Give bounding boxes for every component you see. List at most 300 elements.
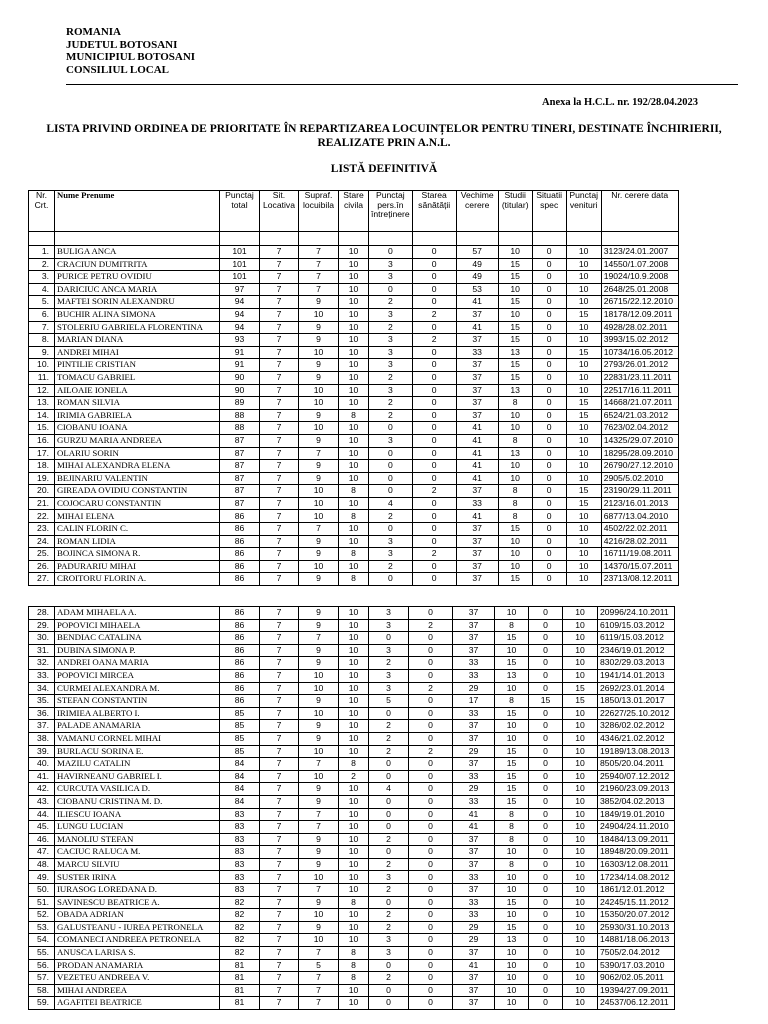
cell-seniority: 29	[453, 934, 495, 947]
cell-surface: 7	[299, 632, 339, 645]
cell-request: 21960/23.09.2013	[598, 783, 675, 796]
cell-health: 0	[412, 535, 456, 548]
cell-situation: 7	[260, 808, 299, 821]
cell-nr: 33.	[29, 669, 55, 682]
cell-special: 0	[532, 346, 566, 359]
cell-income: 10	[563, 644, 598, 657]
cell-civil-status: 10	[339, 334, 369, 347]
cell-special: 0	[529, 770, 563, 783]
cell-name: CALIN FLORIN C.	[55, 523, 220, 536]
cell-nr: 14.	[29, 409, 55, 422]
cell-nr: 45.	[29, 821, 55, 834]
col-header-request: Nr. cerere data	[601, 191, 678, 232]
cell-special: 0	[532, 485, 566, 498]
cell-name: ANDREI MIHAI	[55, 346, 220, 359]
cell-nr: 38.	[29, 732, 55, 745]
cell-situation: 7	[260, 858, 299, 871]
cell-situation: 7	[260, 909, 299, 922]
cell-special: 0	[532, 548, 566, 561]
cell-dependents: 3	[369, 271, 413, 284]
cell-nr: 44.	[29, 808, 55, 821]
cell-dependents: 0	[369, 707, 409, 720]
cell-situation: 7	[260, 959, 299, 972]
cell-studies: 10	[495, 644, 529, 657]
cell-surface: 10	[299, 346, 339, 359]
cell-studies: 10	[495, 720, 529, 733]
spacer-cell	[601, 232, 678, 246]
cell-situation: 7	[260, 783, 299, 796]
cell-seniority: 41	[456, 296, 498, 309]
cell-situation: 7	[260, 296, 299, 309]
cell-situation: 7	[260, 246, 299, 259]
cell-dependents: 3	[369, 434, 413, 447]
cell-name: PURICE PETRU OVIDIU	[55, 271, 220, 284]
cell-request: 4346/21.02.2012	[598, 732, 675, 745]
cell-total: 94	[220, 296, 260, 309]
cell-studies: 8	[495, 833, 529, 846]
table-row	[29, 334, 679, 347]
cell-name: MIHAI ANDREEA	[55, 984, 220, 997]
cell-health: 0	[409, 972, 453, 985]
cell-civil-status: 10	[339, 371, 369, 384]
cell-situation: 7	[260, 770, 299, 783]
cell-surface: 7	[299, 246, 339, 259]
table-row	[29, 795, 675, 808]
cell-income: 10	[566, 384, 601, 397]
cell-seniority: 37	[453, 732, 495, 745]
cell-studies: 15	[495, 921, 529, 934]
cell-request: 1861/12.01.2012	[598, 884, 675, 897]
cell-nr: 12.	[29, 384, 55, 397]
cell-health: 2	[409, 745, 453, 758]
cell-health: 0	[409, 770, 453, 783]
cell-civil-status: 10	[339, 560, 369, 573]
cell-total: 83	[220, 858, 260, 871]
cell-nr: 43.	[29, 795, 55, 808]
cell-dependents: 2	[369, 296, 413, 309]
cell-total: 85	[220, 707, 260, 720]
cell-health: 0	[412, 460, 456, 473]
cell-total: 84	[220, 783, 260, 796]
cell-seniority: 37	[453, 607, 495, 620]
table-row	[29, 707, 675, 720]
cell-special: 0	[532, 434, 566, 447]
cell-total: 83	[220, 808, 260, 821]
cell-total: 86	[220, 669, 260, 682]
cell-civil-status: 10	[339, 535, 369, 548]
table-row	[29, 808, 675, 821]
cell-health: 2	[409, 619, 453, 632]
cell-studies: 8	[498, 510, 532, 523]
cell-name: PINTILIE CRISTIAN	[55, 359, 220, 372]
cell-health: 0	[409, 846, 453, 859]
cell-health: 0	[409, 720, 453, 733]
cell-studies: 10	[495, 909, 529, 922]
cell-special: 0	[529, 607, 563, 620]
cell-total: 84	[220, 795, 260, 808]
cell-situation: 7	[260, 535, 299, 548]
cell-seniority: 37	[453, 846, 495, 859]
cell-special: 0	[529, 657, 563, 670]
cell-seniority: 37	[456, 485, 498, 498]
cell-request: 22627/25.10.2012	[598, 707, 675, 720]
cell-health: 0	[412, 258, 456, 271]
cell-civil-status: 10	[339, 607, 369, 620]
cell-health: 0	[412, 371, 456, 384]
cell-nr: 30.	[29, 632, 55, 645]
cell-studies: 10	[495, 984, 529, 997]
cell-nr: 56.	[29, 959, 55, 972]
cell-special: 0	[532, 271, 566, 284]
cell-health: 0	[412, 409, 456, 422]
cell-income: 10	[566, 560, 601, 573]
cell-health: 0	[409, 707, 453, 720]
spacer-cell	[29, 232, 55, 246]
cell-situation: 7	[260, 619, 299, 632]
priority-table-part-1	[28, 190, 679, 586]
cell-name: CROITORU FLORIN A.	[55, 573, 220, 586]
table-row	[29, 821, 675, 834]
cell-studies: 10	[498, 560, 532, 573]
cell-surface: 10	[299, 682, 339, 695]
cell-surface: 9	[299, 460, 339, 473]
cell-seniority: 37	[453, 947, 495, 960]
cell-income: 15	[566, 346, 601, 359]
cell-studies: 8	[498, 397, 532, 410]
cell-nr: 9.	[29, 346, 55, 359]
cell-request: 15350/20.07.2012	[598, 909, 675, 922]
spacer-cell	[55, 232, 220, 246]
cell-seniority: 37	[453, 833, 495, 846]
cell-situation: 7	[260, 359, 299, 372]
cell-situation: 7	[260, 644, 299, 657]
spacer-cell	[339, 232, 369, 246]
cell-nr: 34.	[29, 682, 55, 695]
cell-nr: 47.	[29, 846, 55, 859]
cell-special: 0	[529, 707, 563, 720]
cell-surface: 9	[299, 409, 339, 422]
cell-civil-status: 10	[339, 460, 369, 473]
cell-surface: 5	[299, 959, 339, 972]
cell-surface: 7	[299, 447, 339, 460]
cell-request: 22831/23.11.2011	[601, 371, 678, 384]
cell-health: 0	[412, 447, 456, 460]
cell-name: POPOVICI MIRCEA	[55, 669, 220, 682]
cell-situation: 7	[260, 497, 299, 510]
cell-name: ROMAN LIDIA	[55, 535, 220, 548]
cell-request: 2905/5.02.2010	[601, 472, 678, 485]
cell-nr: 3.	[29, 271, 55, 284]
cell-situation: 7	[260, 573, 299, 586]
cell-total: 83	[220, 846, 260, 859]
cell-total: 91	[220, 346, 260, 359]
cell-dependents: 0	[369, 573, 413, 586]
cell-seniority: 41	[456, 472, 498, 485]
cell-surface: 9	[299, 846, 339, 859]
cell-request: 3123/24.01.2007	[601, 246, 678, 259]
cell-surface: 9	[299, 535, 339, 548]
cell-name: OBADA ADRIAN	[55, 909, 220, 922]
cell-total: 82	[220, 947, 260, 960]
cell-total: 86	[220, 644, 260, 657]
cell-total: 86	[220, 560, 260, 573]
table-row	[29, 523, 679, 536]
cell-income: 10	[566, 548, 601, 561]
cell-nr: 50.	[29, 884, 55, 897]
cell-health: 0	[409, 884, 453, 897]
cell-income: 10	[563, 921, 598, 934]
cell-surface: 9	[299, 896, 339, 909]
cell-studies: 10	[498, 409, 532, 422]
cell-special: 0	[532, 308, 566, 321]
cell-health: 0	[412, 497, 456, 510]
cell-surface: 10	[299, 485, 339, 498]
cell-dependents: 3	[369, 334, 413, 347]
cell-seniority: 49	[456, 271, 498, 284]
cell-civil-status: 10	[339, 821, 369, 834]
cell-situation: 7	[260, 346, 299, 359]
cell-nr: 21.	[29, 497, 55, 510]
cell-situation: 7	[260, 884, 299, 897]
cell-civil-status: 10	[339, 359, 369, 372]
table-row	[29, 758, 675, 771]
col-header-special: Situatii spec	[532, 191, 566, 232]
cell-civil-status: 10	[339, 523, 369, 536]
cell-income: 10	[563, 720, 598, 733]
table-row	[29, 644, 675, 657]
cell-seniority: 33	[456, 346, 498, 359]
cell-total: 94	[220, 308, 260, 321]
cell-studies: 8	[498, 485, 532, 498]
cell-name: MIHAI ELENA	[55, 510, 220, 523]
cell-request: 26715/22.12.2010	[601, 296, 678, 309]
cell-special: 0	[532, 560, 566, 573]
cell-surface: 7	[299, 984, 339, 997]
cell-total: 87	[220, 434, 260, 447]
cell-seniority: 33	[453, 770, 495, 783]
cell-special: 0	[529, 669, 563, 682]
cell-nr: 37.	[29, 720, 55, 733]
cell-dependents: 2	[369, 858, 409, 871]
cell-special: 0	[529, 959, 563, 972]
cell-surface: 9	[299, 371, 339, 384]
spacer-cell	[260, 232, 299, 246]
cell-dependents: 0	[369, 984, 409, 997]
cell-seniority: 41	[453, 808, 495, 821]
cell-special: 0	[529, 934, 563, 947]
table-row	[29, 934, 675, 947]
cell-civil-status: 10	[339, 632, 369, 645]
cell-request: 7505/2.04.2012	[598, 947, 675, 960]
header-line-county: JUDETUL BOTOSANI	[66, 38, 178, 51]
cell-total: 83	[220, 821, 260, 834]
cell-health: 0	[409, 783, 453, 796]
cell-situation: 7	[260, 371, 299, 384]
cell-health: 0	[412, 573, 456, 586]
cell-situation: 7	[260, 607, 299, 620]
cell-civil-status: 8	[339, 548, 369, 561]
cell-surface: 9	[299, 359, 339, 372]
cell-special: 0	[529, 808, 563, 821]
cell-studies: 10	[498, 548, 532, 561]
cell-civil-status: 10	[339, 707, 369, 720]
cell-nr: 1.	[29, 246, 55, 259]
cell-studies: 8	[495, 858, 529, 871]
cell-situation: 7	[260, 283, 299, 296]
cell-health: 0	[409, 909, 453, 922]
cell-income: 10	[566, 573, 601, 586]
cell-income: 10	[566, 283, 601, 296]
cell-special: 0	[529, 871, 563, 884]
cell-civil-status: 10	[339, 720, 369, 733]
table-row	[29, 732, 675, 745]
cell-special: 0	[532, 321, 566, 334]
cell-studies: 10	[495, 997, 529, 1010]
header-line-council: CONSILIUL LOCAL	[66, 63, 170, 76]
cell-name: GALUSTEANU - IUREA PETRONELA	[55, 921, 220, 934]
cell-nr: 58.	[29, 984, 55, 997]
cell-nr: 28.	[29, 607, 55, 620]
priority-table-part-2	[28, 606, 675, 1010]
table-row	[29, 833, 675, 846]
table-row	[29, 283, 679, 296]
cell-health: 0	[409, 758, 453, 771]
table-header-row	[29, 191, 679, 232]
cell-seniority: 53	[456, 283, 498, 296]
header-line-municipality: MUNICIPIUL BOTOSANI	[66, 51, 196, 63]
cell-dependents: 0	[369, 997, 409, 1010]
cell-income: 10	[566, 472, 601, 485]
cell-situation: 7	[260, 732, 299, 745]
cell-civil-status: 2	[339, 770, 369, 783]
table-row	[29, 447, 679, 460]
cell-request: 3852/04.02.2013	[598, 795, 675, 808]
cell-request: 6119/15.03.2012	[598, 632, 675, 645]
cell-situation: 7	[260, 397, 299, 410]
cell-special: 0	[532, 422, 566, 435]
cell-income: 10	[566, 271, 601, 284]
cell-nr: 53.	[29, 921, 55, 934]
cell-name: DARICIUC ANCA MARIA	[55, 283, 220, 296]
cell-studies: 10	[495, 972, 529, 985]
cell-studies: 13	[498, 447, 532, 460]
table-row	[29, 472, 679, 485]
table-row	[29, 397, 679, 410]
cell-seniority: 37	[453, 758, 495, 771]
cell-total: 93	[220, 334, 260, 347]
col-header-nr: Nr. Crt.	[29, 191, 55, 232]
cell-health: 0	[409, 871, 453, 884]
cell-health: 2	[409, 682, 453, 695]
cell-civil-status: 10	[339, 497, 369, 510]
cell-special: 0	[532, 246, 566, 259]
col-header-dependents: Punctaj pers.în întreținere	[369, 191, 413, 232]
cell-dependents: 2	[369, 371, 413, 384]
cell-special: 0	[529, 972, 563, 985]
cell-seniority: 37	[453, 619, 495, 632]
cell-request: 16711/19.08.2011	[601, 548, 678, 561]
cell-surface: 10	[299, 745, 339, 758]
cell-nr: 29.	[29, 619, 55, 632]
cell-dependents: 2	[369, 732, 409, 745]
cell-health: 0	[409, 644, 453, 657]
cell-income: 10	[566, 535, 601, 548]
cell-seniority: 37	[456, 308, 498, 321]
cell-surface: 10	[299, 707, 339, 720]
cell-civil-status: 10	[339, 984, 369, 997]
cell-name: PADURARIU MIHAI	[55, 560, 220, 573]
cell-seniority: 41	[456, 422, 498, 435]
cell-nr: 2.	[29, 258, 55, 271]
cell-seniority: 33	[453, 795, 495, 808]
cell-dependents: 0	[369, 959, 409, 972]
cell-income: 10	[566, 422, 601, 435]
cell-seniority: 41	[456, 510, 498, 523]
cell-special: 0	[529, 884, 563, 897]
cell-civil-status: 10	[339, 258, 369, 271]
table-row	[29, 573, 679, 586]
cell-surface: 7	[299, 997, 339, 1010]
table-row	[29, 846, 675, 859]
cell-situation: 7	[260, 271, 299, 284]
cell-total: 86	[220, 695, 260, 708]
cell-civil-status: 10	[339, 657, 369, 670]
cell-name: BENDIAC CATALINA	[55, 632, 220, 645]
cell-special: 0	[529, 921, 563, 934]
cell-health: 0	[412, 271, 456, 284]
table-row	[29, 296, 679, 309]
table-row	[29, 409, 679, 422]
cell-nr: 32.	[29, 657, 55, 670]
cell-request: 6877/13.04.2010	[601, 510, 678, 523]
cell-total: 86	[220, 657, 260, 670]
cell-surface: 7	[299, 271, 339, 284]
cell-special: 0	[529, 821, 563, 834]
cell-dependents: 0	[369, 422, 413, 435]
cell-situation: 7	[260, 447, 299, 460]
cell-studies: 15	[498, 573, 532, 586]
cell-seniority: 37	[453, 632, 495, 645]
cell-situation: 7	[260, 632, 299, 645]
cell-special: 0	[529, 644, 563, 657]
cell-dependents: 0	[369, 460, 413, 473]
cell-studies: 15	[495, 632, 529, 645]
cell-nr: 17.	[29, 447, 55, 460]
cell-income: 10	[563, 972, 598, 985]
cell-studies: 10	[495, 846, 529, 859]
cell-civil-status: 10	[339, 619, 369, 632]
cell-seniority: 37	[453, 858, 495, 871]
cell-surface: 9	[299, 434, 339, 447]
cell-studies: 10	[498, 422, 532, 435]
cell-total: 85	[220, 745, 260, 758]
cell-health: 0	[412, 283, 456, 296]
cell-total: 81	[220, 959, 260, 972]
cell-dependents: 0	[369, 485, 413, 498]
cell-dependents: 0	[369, 283, 413, 296]
cell-situation: 7	[260, 758, 299, 771]
cell-name: ADAM MIHAELA A.	[55, 607, 220, 620]
cell-dependents: 3	[369, 934, 409, 947]
col-header-health: Starea sănătății	[412, 191, 456, 232]
cell-request: 6109/15.03.2012	[598, 619, 675, 632]
cell-situation: 7	[260, 523, 299, 536]
table-row	[29, 682, 675, 695]
cell-health: 0	[409, 795, 453, 808]
cell-special: 0	[529, 632, 563, 645]
cell-health: 0	[412, 359, 456, 372]
cell-seniority: 37	[453, 972, 495, 985]
